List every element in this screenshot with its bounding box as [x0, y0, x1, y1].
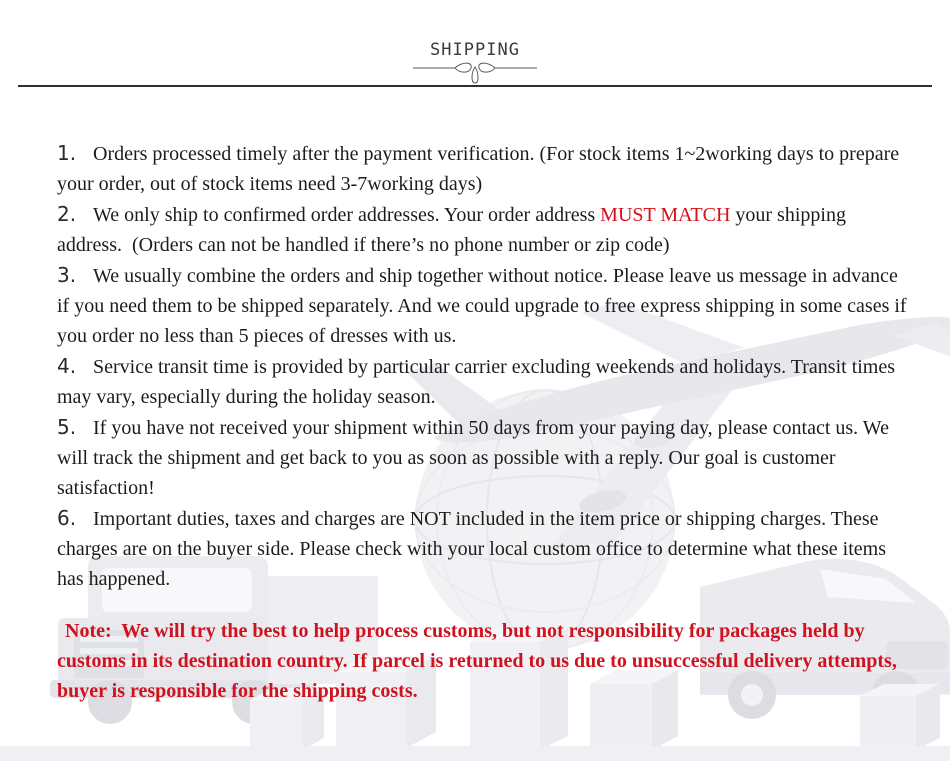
shipping-terms — [57, 138, 912, 706]
term-text: Service transit time is provided by particular carrier excluding weekends and holidays. Transit times may vary, especially during the holiday season. — [57, 356, 901, 408]
term-number: 6. — [57, 506, 77, 530]
customs-note — [57, 616, 908, 706]
shipping-term-5 — [57, 412, 908, 503]
shipping-term-4 — [57, 351, 908, 412]
customs-note-text: Note: We will try the best to help process customs, but not responsibility for packages held by customs in its destination country. If parcel is returned to us due to unsuccessful delivery attempts, buyer is responsible for the shipping costs. — [57, 620, 902, 702]
term-text: We usually combine the orders and ship together without notice. Please leave us message in advance if you need them to be shipped separately. And we could upgrade to free express shipping in some cases if you order no less than 5 pieces of dresses with us. — [57, 265, 912, 347]
term-number: 4. — [57, 354, 77, 378]
must-match-highlight: MUST MATCH — [600, 204, 731, 226]
section-title: SHIPPING — [430, 40, 520, 60]
term-number: 2. — [57, 202, 77, 226]
term-number: 5. — [57, 415, 77, 439]
term-text: Orders processed timely after the payment verification. (For stock items 1~2working days to prepare your order, out of stock items need 3-7working days) — [57, 143, 905, 195]
term-text: If you have not received your shipment within 50 days from your paying day, please contact us. We will track the shipment and get back to you as soon as possible with a reply. Our goal is customer satisfaction! — [57, 417, 894, 499]
term-number: 3. — [57, 263, 77, 287]
term-text: We only ship to confirmed order addresses. Your order address — [93, 204, 601, 226]
flourish-divider-icon — [413, 61, 537, 85]
term-text: Important duties, taxes and charges are NOT included in the item price or shipping charges. These charges are on the buyer side. Please check with your local custom office to determine what these items has happened. — [57, 508, 891, 590]
section-header — [0, 0, 950, 85]
term-text: your shipping address. (Orders can not be handled if there’s no phone number or zip code) — [57, 204, 851, 256]
shipping-term-1 — [57, 138, 908, 199]
shipping-term-2 — [57, 199, 908, 260]
term-number: 1. — [57, 141, 77, 165]
header-divider — [18, 85, 932, 87]
shipping-term-3 — [57, 260, 912, 351]
shipping-term-6 — [57, 503, 908, 594]
